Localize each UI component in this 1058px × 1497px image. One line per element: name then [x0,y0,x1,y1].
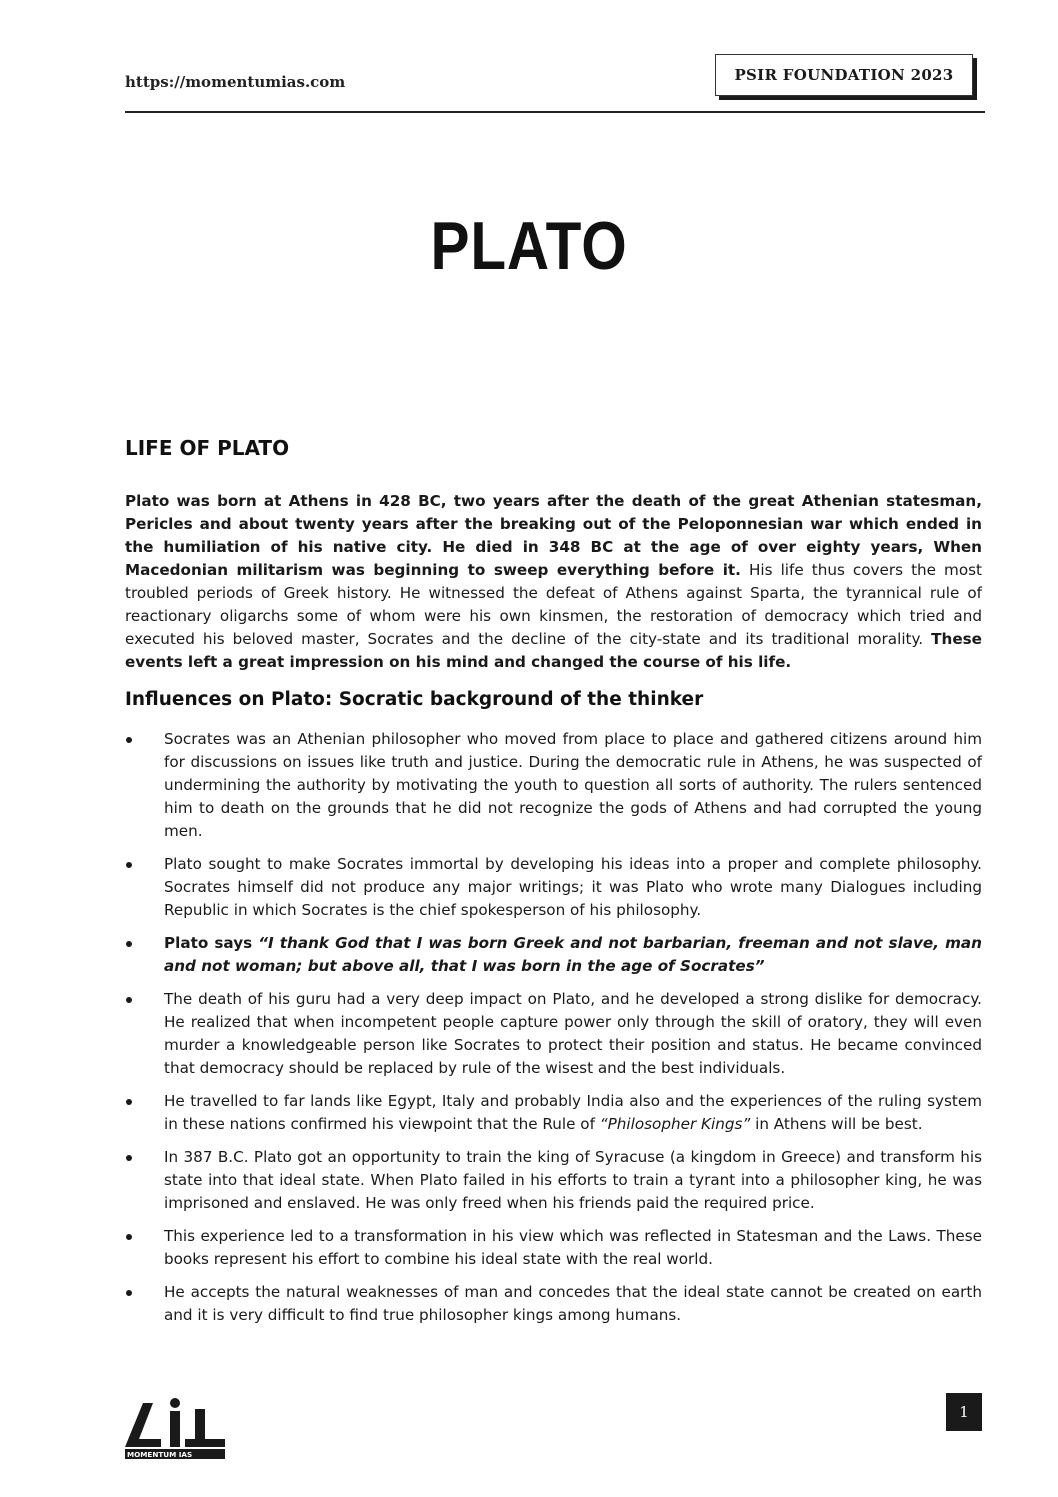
list-item: This experience led to a transformation in his view which was reflected in Statesman and the Laws. These books represent his effort to combine his ideal state with the real world. [125,1225,982,1271]
header-url[interactable]: https://momentumias.com [125,73,346,91]
page-title: PLATO [430,208,628,284]
bullet-icon [126,737,132,743]
bullet-icon [126,1234,132,1240]
influences-list [125,728,982,1327]
life-paragraph-bold-end: These events left a great impression on his mind and changed the course of his life. [125,630,982,671]
life-paragraph-text: His life thus covers the most troubled periods of Greek history. He witnessed the defeat of Athens against Sparta, the tyrannical rule of reactionary oligarchs some of whom were his own kinsmen, the restoration of democracy which tried and executed his beloved master, Socrates and the decline of the city-state and its traditional morality. [125,561,982,648]
bullet-icon [126,1155,132,1161]
bullet-icon [126,862,132,868]
list-item: Socrates was an Athenian philosopher who moved from place to place and gathered citizens around him for discussions on issues like truth and justice. During the democratic rule in Athens, he was suspected of undermining the authority by motivating the youth to question all sorts of authority. The rulers sentenced him to death on the grounds that he did not recognize the gods of Athens and had corrupted the young men. [125,728,982,843]
bullet-icon [126,997,132,1003]
list-item: He accepts the natural weaknesses of man and concedes that the ideal state cannot be created on earth and it is very difficult to find true philosopher kings among humans. [125,1281,982,1327]
bullet-icon [126,1290,132,1296]
main-content [125,436,982,1337]
header-badge: PSIR FOUNDATION 2023 [715,54,973,96]
life-paragraph-bold: Plato was born at Athens in 428 BC, two years after the death of the great Athenian statesman, Pericles and about twenty years after the breaking out of the Peloponnesian war which ended in the humiliation of his native city. He died in 348 BC at the age of over eighty years, When Macedonian militarism was beginning to sweep everything before it. [125,492,982,579]
momentum-ias-logo-icon [125,1395,235,1459]
section-heading-life: LIFE OF PLATO [125,436,290,460]
list-item: He travelled to far lands like Egypt, Italy and probably India also and the experiences of the ruling system in these nations confirmed his viewpoint that the Rule of “Philosopher Kings” in Athens will be best. [125,1090,982,1136]
bullet-icon [126,1099,132,1105]
logo-text: MOMENTUM IAS [127,1450,193,1459]
section-heading-influences: Influences on Plato: Socratic background of the thinker [125,689,704,710]
list-item: Plato sought to make Socrates immortal by developing his ideas into a proper and complete philosophy. Socrates himself did not produce any major writings; it was Plato who wrote many Dialogues including Republic in which Socrates is the chief spokesperson of his philosophy. [125,853,982,922]
philosopher-kings-text: “Philosopher Kings” [599,1115,751,1133]
list-item: In 387 B.C. Plato got an opportunity to train the king of Syracuse (a kingdom in Greece) and transform his state into that ideal state. When Plato failed in his efforts to train a tyrant into a philosopher king, he was imprisoned and enslaved. He was only freed when his friends paid the required price. [125,1146,982,1215]
list-item-quote: Plato says “I thank God that I was born Greek and not barbarian, freeman and not slave, man and not woman; but above all, that I was born in the age of Socrates” [125,932,982,978]
header-rule [125,111,985,113]
page-number: 1 [946,1393,982,1431]
list-item: The death of his guru had a very deep impact on Plato, and he developed a strong dislike for democracy. He realized that when incompetent people capture power only through the skill of oratory, they will even murder a knowledgeable person like Socrates to protect their position and status. He became convinced that democracy should be replaced by rule of the wisest and the best individuals. [125,988,982,1080]
quote-text: “I thank God that I was born Greek and not barbarian, freeman and not slave, man and not woman; but above all, that I was born in the age of Socrates” [164,934,982,975]
life-paragraph [125,490,982,674]
bullet-icon [126,941,132,947]
